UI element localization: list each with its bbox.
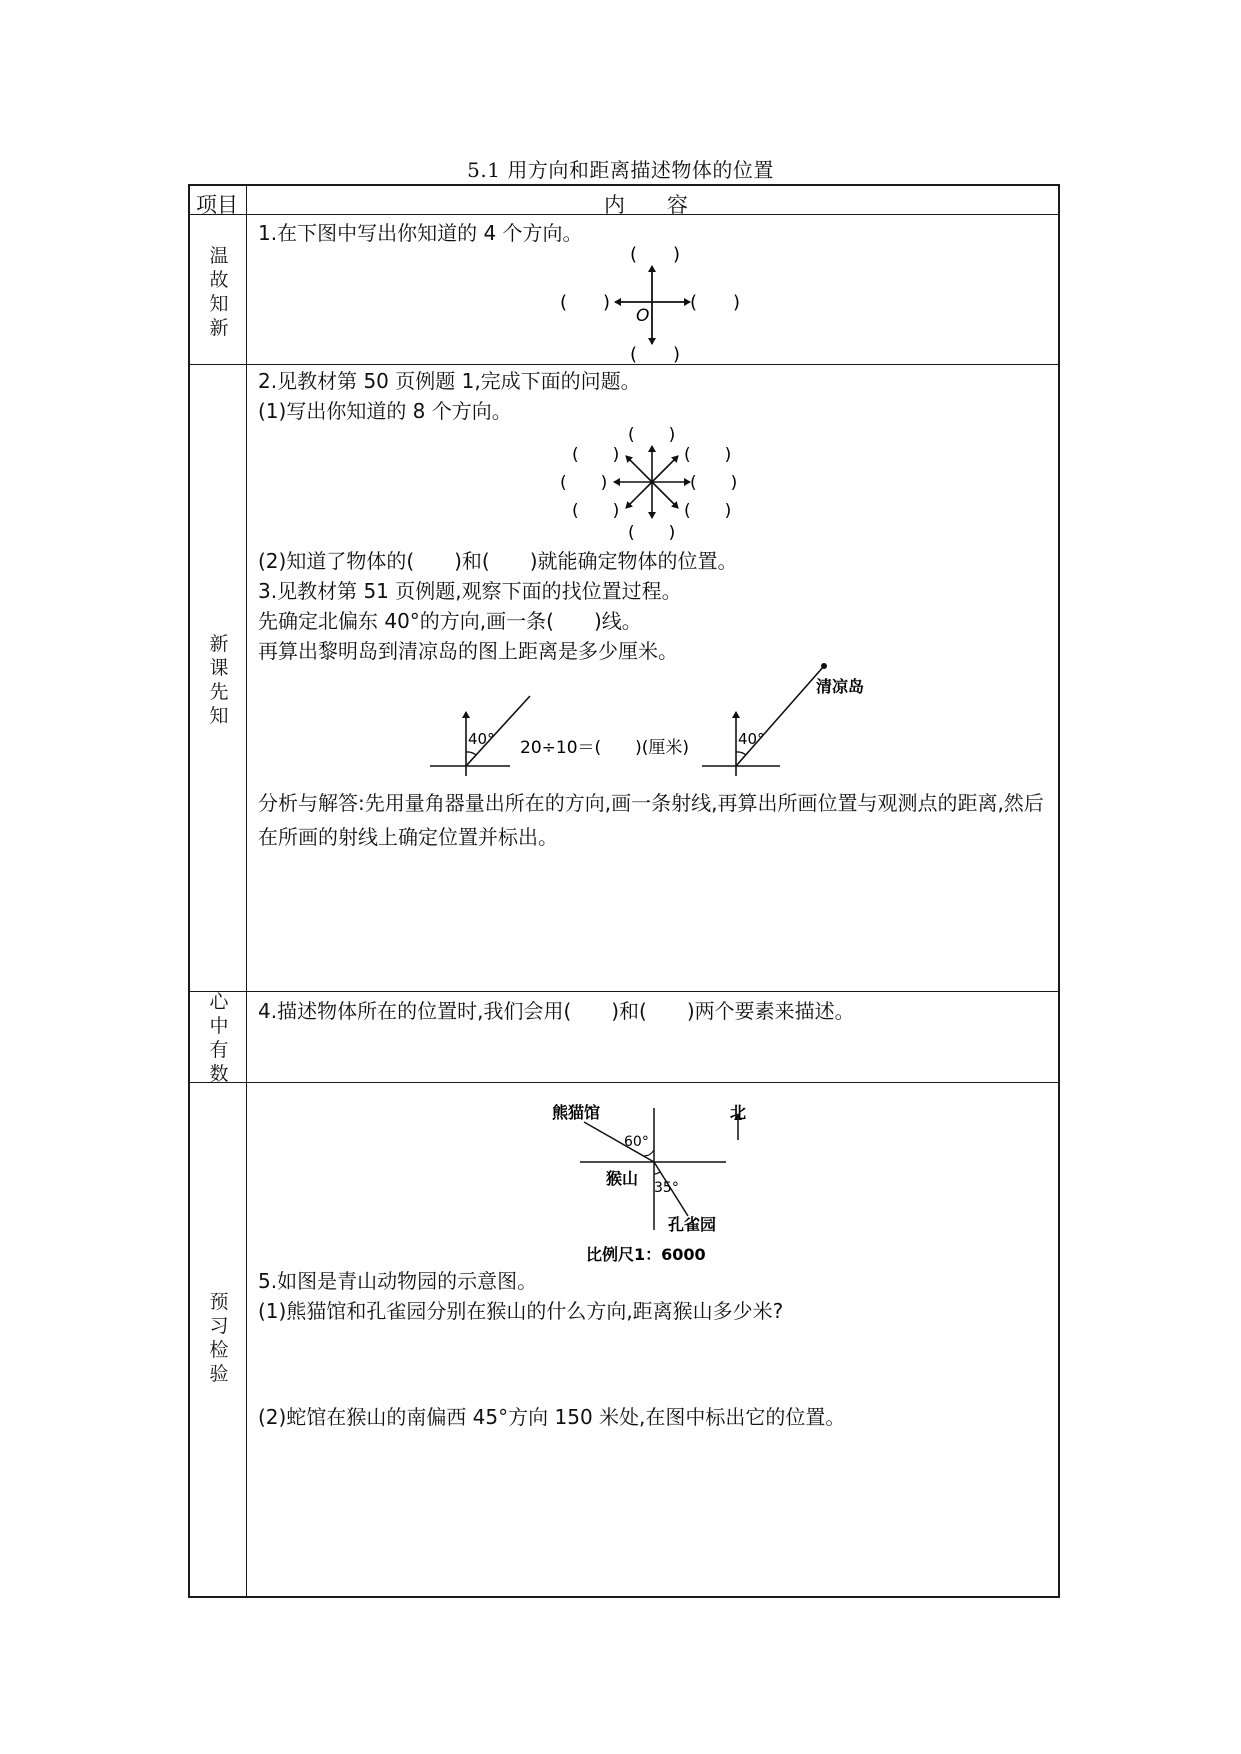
label-char: 有 [209, 1039, 229, 1061]
eight-direction-diagram [548, 420, 758, 550]
label-char: 检 [209, 1339, 229, 1361]
angle-35-label: 35° [654, 1180, 679, 1196]
q2-part2: (2)知道了物体的( )和( )就能确定物体的位置。 [258, 549, 738, 573]
right-ray [736, 666, 824, 766]
panda-label: 熊猫馆 [552, 1103, 601, 1122]
q3-line2: 再算出黎明岛到清凉岛的图上距离是多少厘米。 [258, 639, 678, 663]
q2-part1: (1)写出你知道的 8 个方向。 [258, 399, 512, 423]
label-char: 习 [209, 1315, 229, 1337]
row-label-new-lesson [190, 632, 248, 728]
row-divider-3 [188, 1082, 1060, 1083]
paren-right: ( ) [690, 292, 741, 313]
paren-bottom: ( ) [630, 344, 681, 365]
island-point [821, 663, 827, 669]
label-char: 知 [209, 293, 229, 315]
origin-label: O [636, 306, 650, 326]
header-project: 项目 [196, 193, 238, 217]
q1-text: 1.在下图中写出你知道的 4 个方向。 [258, 221, 583, 245]
label-char: 中 [209, 1015, 229, 1037]
paren-s: ( ) [628, 523, 676, 543]
label-char: 数 [209, 1063, 229, 1085]
label-char: 知 [209, 705, 229, 727]
label-char: 温 [209, 245, 229, 267]
q5-part1: (1)熊猫馆和孔雀园分别在猴山的什么方向,距离猴山多少米? [258, 1299, 784, 1323]
q5-intro: 5.如图是青山动物园的示意图。 [258, 1269, 538, 1293]
angle-60-label: 60° [624, 1134, 649, 1150]
q4-text: 4.描述物体所在的位置时,我们会用( )和( )两个要素来描述。 [258, 999, 855, 1023]
zoo-map [550, 1098, 770, 1266]
label-char: 心 [209, 991, 229, 1013]
q5-part2: (2)蛇馆在猴山的南偏西 45°方向 150 米处,在图中标出它的位置。 [258, 1405, 846, 1429]
paren-top: ( ) [630, 244, 681, 265]
paren-w: ( ) [560, 473, 608, 493]
q3-line1: 先确定北偏东 40°的方向,画一条( )线。 [258, 609, 642, 633]
table-border-right [1058, 184, 1060, 1598]
q3-analysis: 分析与解答:先用量角器量出所在的方向,画一条射线,再算出所画位置与观测点的距离,然后在所画的射线上确定位置并标出。 [258, 791, 1044, 849]
left-angle-label: 40° [468, 730, 495, 748]
label-char: 预 [209, 1291, 229, 1313]
row-label-review [190, 244, 248, 340]
q2-intro: 2.见教材第 50 页例题 1,完成下面的问题。 [258, 369, 641, 393]
scale-label: 比例尺1：6000 [586, 1245, 706, 1264]
row-label-summary [190, 990, 248, 1086]
bearing-diagram [430, 656, 900, 776]
page-title: 5.1 用方向和距离描述物体的位置 [467, 158, 774, 182]
label-char: 新 [209, 317, 229, 339]
island-label: 清凉岛 [816, 677, 865, 696]
label-char: 课 [209, 657, 229, 679]
label-char: 先 [209, 681, 229, 703]
label-char: 验 [209, 1363, 229, 1385]
four-direction-diagram [540, 236, 760, 366]
table-border-top [188, 184, 1060, 186]
label-char: 新 [209, 633, 229, 655]
distance-formula: 20÷10＝( )(厘米) [520, 738, 690, 758]
header-content: 内 容 [604, 193, 688, 217]
peacock-garden-label: 孔雀园 [668, 1215, 717, 1234]
table-border-bottom [188, 1596, 1060, 1598]
paren-n: ( ) [628, 425, 676, 445]
paren-se: ( ) [684, 501, 732, 521]
row-label-preview-check [190, 1290, 248, 1386]
label-char: 故 [209, 269, 229, 291]
paren-ne: ( ) [684, 445, 732, 465]
paren-sw: ( ) [572, 501, 620, 521]
paren-nw: ( ) [572, 445, 620, 465]
row-divider-2 [188, 991, 1060, 992]
paren-e: ( ) [690, 473, 738, 493]
monkey-hill-label: 猴山 [606, 1169, 639, 1188]
north-label: 北 [730, 1103, 747, 1122]
paren-left: ( ) [560, 292, 611, 313]
right-angle-label: 40° [738, 730, 765, 748]
q3-intro: 3.见教材第 51 页例题,观察下面的找位置过程。 [258, 579, 682, 603]
